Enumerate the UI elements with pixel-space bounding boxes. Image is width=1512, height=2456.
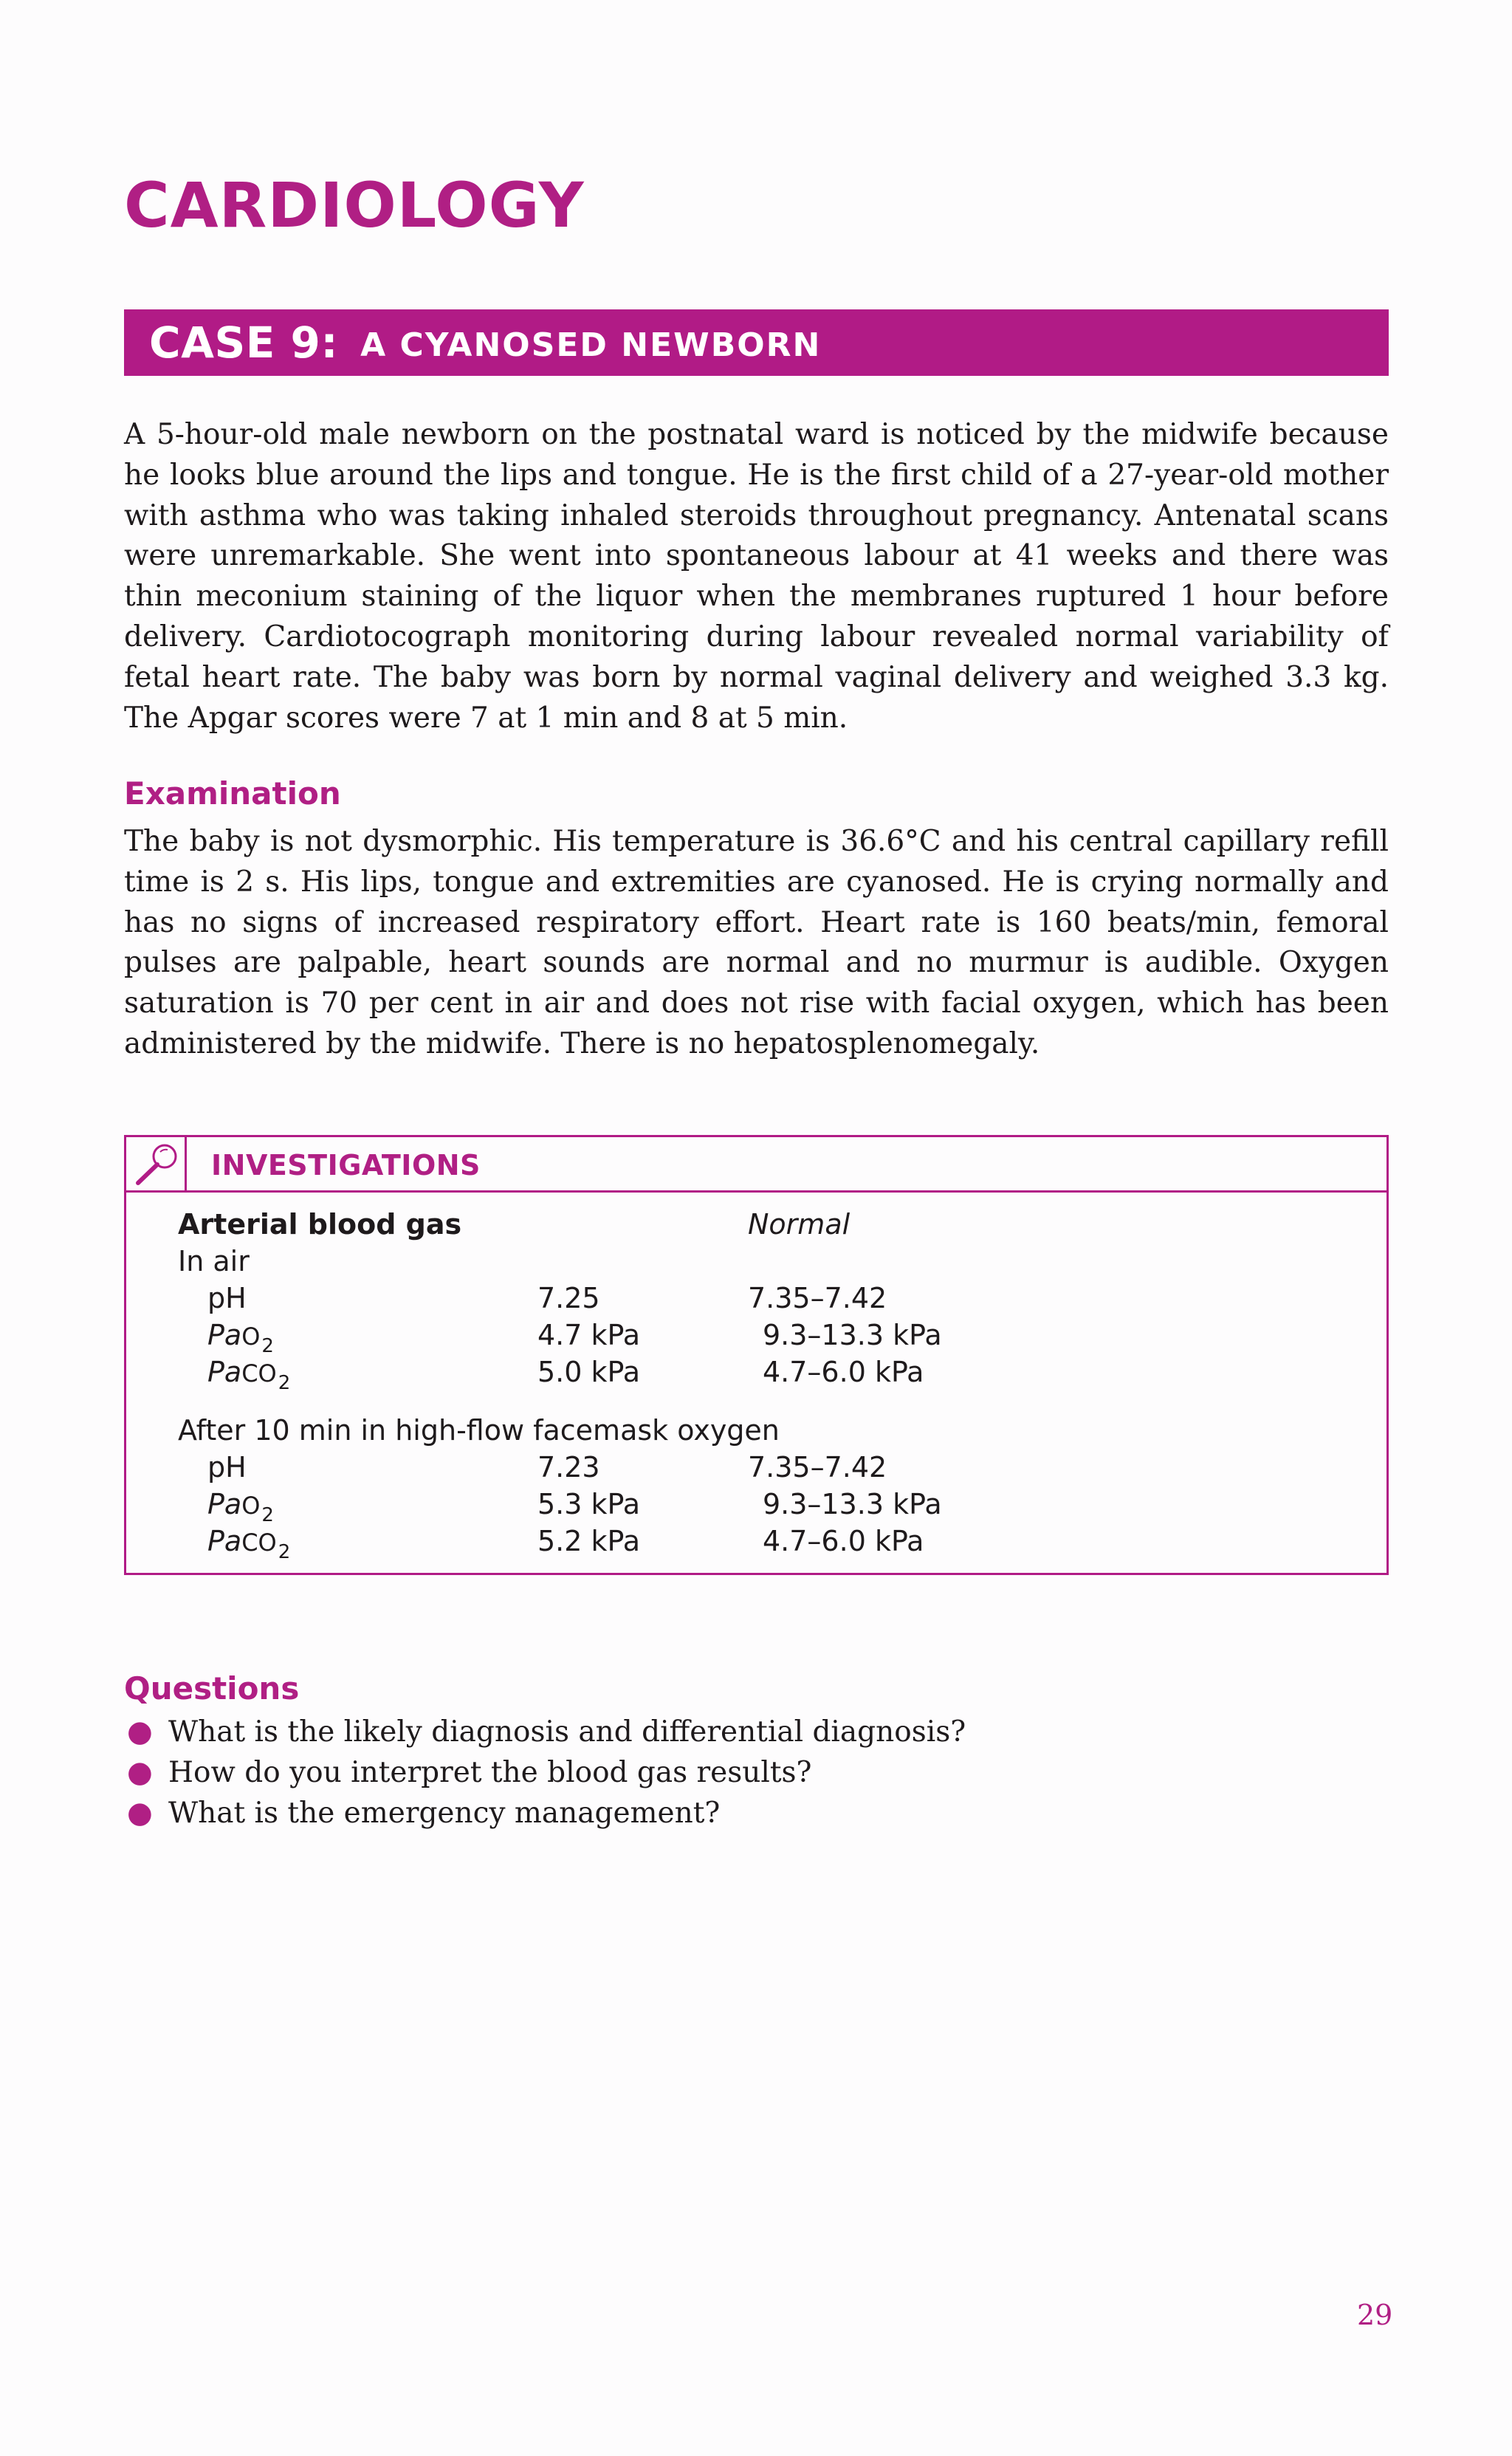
bullet-icon: ● [127,1755,153,1789]
oxygen-ph-normal: 7.35–7.42 [748,1451,887,1483]
oxygen-paco2-label: PaCO$_2$ [207,1525,291,1563]
bullet-icon: ● [127,1715,153,1749]
air-ph-label: pH [207,1282,247,1314]
case-banner [124,309,1389,376]
oxygen-ph-label: pH [207,1451,247,1483]
air-pao2-label: PaO$_2$ [207,1319,274,1357]
oxygen-label: After 10 min in high-flow facemask oxygen [178,1414,780,1447]
oxygen-pao2-normal: 9.3–13.3 kPa [763,1488,942,1520]
list-item: ● What is the emergency management? [124,1793,966,1834]
questions-heading: Questions [124,1670,300,1706]
oxygen-ph-value: 7.23 [537,1451,600,1483]
case-introduction: A 5-hour-old male newborn on the postnatal ward is noticed by the midwife because he looks blue around the lips and tongue. He is the first child of a 27-year-old mother with asthma who was taking inhaled steroids throughout pregnancy. Antenatal scans were unremarkable. She went into spontaneous labour at 41 weeks and there was thin meconium staining of the liquor when the membranes ruptured 1 hour before delivery. Cardiotocograph monitoring during labour revealed normal variability of fetal heart rate. The baby was born by normal vaginal delivery and weighed 3.3 kg. The Apgar scores were 7 at 1 min and 8 at 5 min. [124,418,1389,735]
magnifier-icon [131,1140,182,1187]
list-item: ● What is the likely diagnosis and differential diagnosis? [124,1712,966,1752]
air-paco2-normal: 4.7–6.0 kPa [763,1356,924,1388]
examination-heading: Examination [124,775,341,812]
oxygen-pao2-label: PaO$_2$ [207,1488,274,1526]
list-item: ● How do you interpret the blood gas results? [124,1752,966,1793]
in-air-label: In air [178,1245,250,1277]
oxygen-paco2-normal: 4.7–6.0 kPa [763,1525,924,1557]
oxygen-pao2-value: 5.3 kPa [537,1488,641,1520]
arterial-blood-gas-title: Arterial blood gas [178,1208,462,1241]
investigations-box [124,1135,1389,1575]
chapter-title: CARDIOLOGY [124,169,585,241]
air-ph-value: 7.25 [537,1282,600,1314]
examination-text: The baby is not dysmorphic. His temperature is 36.6°C and his central capillary refill time is 2 s. His lips, tongue and extremities are cyanosed. He is crying normally and has no signs of increased respiratory effort. Heart rate is 160 beats/min, femoral pulses are palpable, heart sounds are normal and no murmur is audible. Oxygen saturation is 70 per cent in air and does not rise with facial oxygen, which has been administered by the midwife. There is no hepatosplenomegaly. [124,825,1389,1060]
investigations-icon-cell [126,1137,187,1190]
air-paco2-value: 5.0 kPa [537,1356,641,1388]
case-number: CASE 9: [149,318,339,368]
questions-list [124,1712,966,1834]
air-paco2-label: PaCO$_2$ [207,1356,291,1394]
investigations-title: INVESTIGATIONS [211,1149,481,1181]
page-number: 29 [1357,2299,1393,2331]
air-pao2-normal: 9.3–13.3 kPa [763,1319,942,1351]
case-title: A CYANOSED NEWBORN [360,326,822,364]
bullet-icon: ● [127,1796,153,1830]
investigations-header [126,1137,1386,1193]
oxygen-paco2-value: 5.2 kPa [537,1525,641,1557]
normal-column-header: Normal [748,1208,850,1241]
air-ph-normal: 7.35–7.42 [748,1282,887,1314]
air-pao2-value: 4.7 kPa [537,1319,641,1351]
